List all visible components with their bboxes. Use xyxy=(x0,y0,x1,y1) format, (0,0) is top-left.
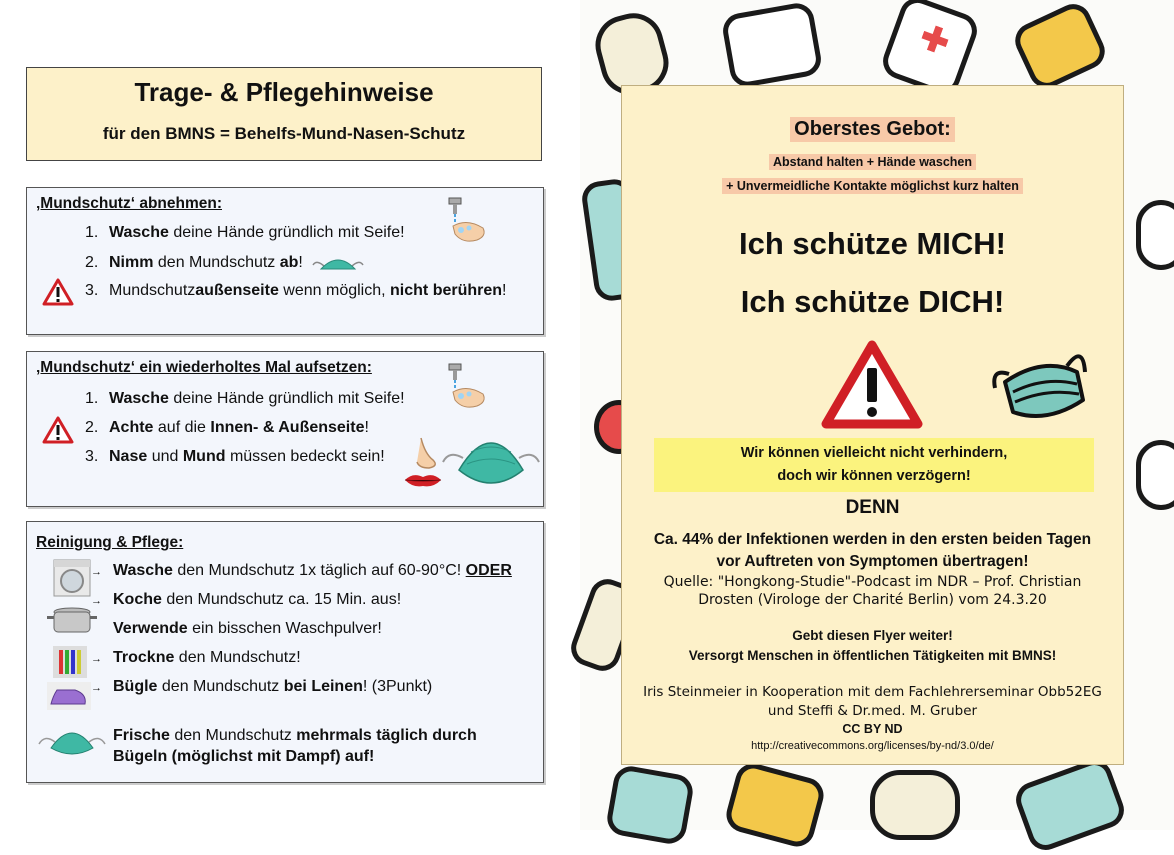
care-item: Trockne den Mundschutz! xyxy=(113,649,301,666)
iron-icon xyxy=(47,682,91,710)
mask-icon xyxy=(441,422,541,494)
lips-icon xyxy=(403,470,443,490)
credit-line-2: und Steffi & Dr.med. M. Gruber xyxy=(767,703,978,719)
flyer-rule-1: Abstand halten + Hände waschen xyxy=(622,154,1123,170)
fact-line-1: Ca. 44% der Infektionen werden in den ersten beiden Tagen xyxy=(653,531,1092,548)
slogan-dich: Ich schütze DICH! xyxy=(740,284,1005,319)
care-item: Wasche den Mundschutz 1x täglich auf 60-90°C! ODER xyxy=(113,562,512,579)
page-subtitle: für den BMNS = Behelfs-Mund-Nasen-Schutz xyxy=(102,124,466,143)
section-reuse-mask xyxy=(26,351,544,507)
delay-highlight: Wir können vielleicht nicht verhindern, doch wir können verzögern! xyxy=(654,438,1094,492)
denn-heading: DENN xyxy=(845,497,900,518)
step-2: 2. Achte auf die Innen- & Außenseite! xyxy=(85,419,369,436)
section-cleaning-care xyxy=(26,521,544,783)
cooking-pot-icon xyxy=(47,606,97,636)
license-label: CC BY ND xyxy=(842,722,903,736)
section-title: Reinigung & Pflege: xyxy=(36,534,184,551)
arrow-icon: → xyxy=(91,566,102,578)
step-3: 3. Mundschutzaußenseite wenn möglich, nicht berühren! xyxy=(85,282,507,299)
fact-line-2: vor Auftreten von Symptomen übertragen! xyxy=(716,553,1029,570)
source-line-2: Drosten (Virologe der Charité Berlin) vom 24.3.20 xyxy=(698,592,1047,608)
care-item: Frische den Mundschutz mehrmals täglich durch xyxy=(113,727,477,744)
warning-icon xyxy=(820,340,924,430)
care-item: Koche den Mundschutz ca. 15 Min. aus! xyxy=(113,591,402,608)
hand-wash-icon xyxy=(443,196,491,246)
flyer-rule-2: + Unvermeidliche Kontakte möglichst kurz halten xyxy=(622,178,1123,194)
step-1: 1. Wasche deine Hände gründlich mit Seife! xyxy=(85,390,405,407)
hand-wash-icon xyxy=(443,362,491,412)
care-item: Verwende ein bisschen Waschpulver! xyxy=(113,620,382,637)
doodle-shape xyxy=(1136,200,1174,270)
bottle-icon xyxy=(1011,755,1129,855)
pass-line-1: Gebt diesen Flyer weiter! xyxy=(792,628,953,643)
license-url[interactable]: http://creativecommons.org/licenses/by-nd/3.0/de/ xyxy=(751,740,994,752)
arrow-icon: → xyxy=(91,682,102,694)
pass-line-2: Versorgt Menschen in öffentlichen Tätigkeiten mit BMNS! xyxy=(688,648,1057,663)
header-box xyxy=(26,67,542,161)
section-title: ‚Mundschutz‘ abnehmen: xyxy=(36,195,222,212)
left-panel xyxy=(0,0,580,830)
mask-icon xyxy=(311,253,365,273)
slogan-mich: Ich schütze MICH! xyxy=(739,226,1006,261)
mask-icon xyxy=(37,722,107,756)
flyer-heading: Oberstes Gebot: xyxy=(622,117,1123,142)
credit-line-1: Iris Steinmeier in Kooperation mit dem Fachlehrerseminar Obb52EG xyxy=(643,684,1102,700)
page-title: Trage- & Pflegehinweise xyxy=(134,77,434,107)
source-line-1: Quelle: "Hongkong-Studie"-Podcast im NDR – Prof. Christian xyxy=(663,574,1082,590)
syringe-icon xyxy=(720,1,823,90)
section-title: ‚Mundschutz‘ ein wiederholtes Mal aufsetzen: xyxy=(36,359,372,376)
warning-icon xyxy=(42,278,74,306)
flyer xyxy=(621,85,1124,765)
glove-icon xyxy=(722,760,827,851)
step-3: 3. Nase und Mund müssen bedeckt sein! xyxy=(85,448,385,465)
care-item-continued: Bügeln (möglichst mit Dampf) auf! xyxy=(113,748,375,765)
bottle-icon xyxy=(605,764,696,847)
arrow-icon: → xyxy=(91,653,102,665)
step-1: 1. Wasche deine Hände gründlich mit Seife! xyxy=(85,224,405,241)
washing-machine-icon xyxy=(52,558,92,598)
warning-icon xyxy=(42,416,74,444)
section-remove-mask xyxy=(26,187,544,335)
care-item: Bügle den Mundschutz bei Leinen! (3Punkt) xyxy=(113,678,433,695)
mask-icon xyxy=(987,342,1091,426)
glove-icon xyxy=(1009,0,1110,94)
clothes-pegs-icon xyxy=(53,646,87,678)
doodle-shape xyxy=(1136,440,1174,510)
arrow-icon: → xyxy=(91,595,102,607)
step-2: 2. Nimm den Mundschutz ab! xyxy=(85,253,365,273)
